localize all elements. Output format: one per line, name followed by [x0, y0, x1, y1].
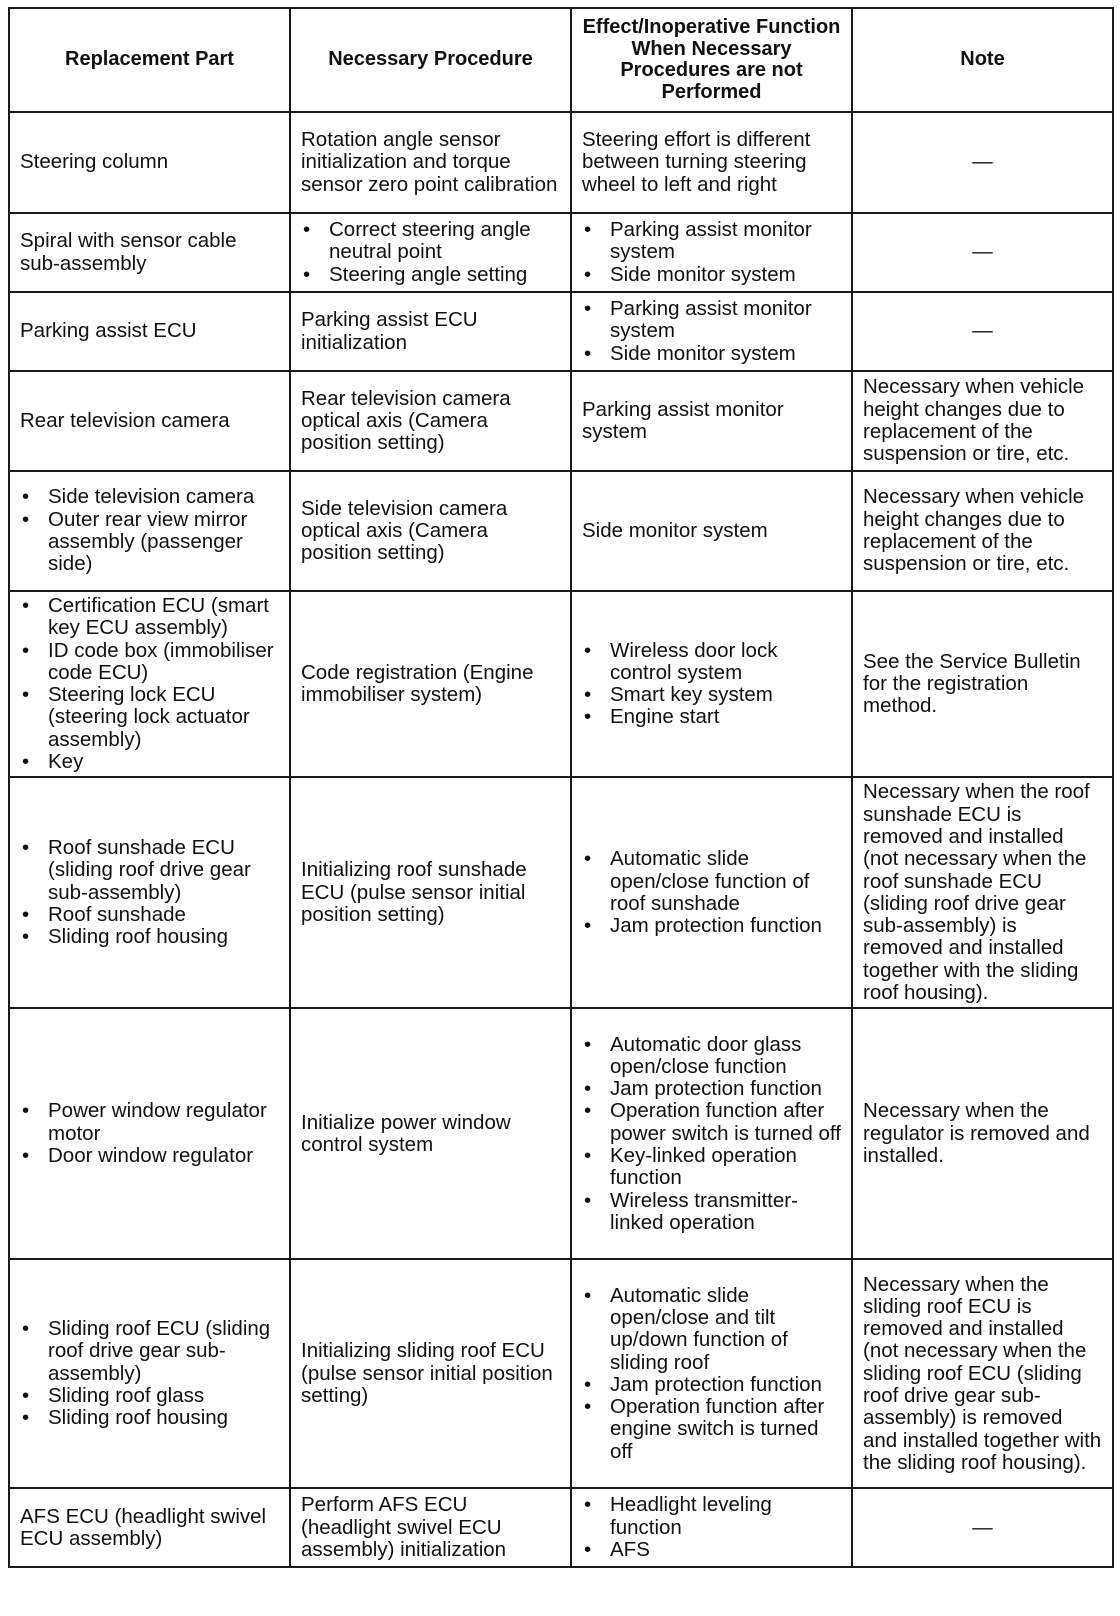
list-item: • Operation function after engine switch is turned off — [582, 1396, 841, 1463]
table-row — [9, 112, 1113, 213]
header-replacement-part: Replacement Part — [9, 8, 290, 112]
effect-cell-list — [582, 219, 841, 286]
list-item: • Steering lock ECU (steering lock actuator assembly) — [20, 684, 279, 751]
list-item: • Operation function after power switch is turned off — [582, 1100, 841, 1145]
procedure-cell — [290, 777, 571, 1008]
list-item: • Key-linked operation function — [582, 1145, 841, 1190]
procedure-cell — [290, 112, 571, 213]
list-item: • Key — [20, 751, 279, 773]
table-body — [9, 112, 1113, 1567]
procedure-cell-text: Rotation angle sensor initialization and torque sensor zero point calibration — [301, 128, 558, 196]
effect-cell-text: Parking assist monitor system — [582, 397, 784, 443]
header-row — [9, 8, 1113, 112]
procedure-table — [8, 7, 1114, 1568]
effect-cell-list — [582, 1034, 841, 1235]
replacement-part-cell — [9, 1008, 290, 1259]
list-item: • Power window regulator motor — [20, 1100, 279, 1145]
procedure-cell-text: Initializing roof sunshade ECU (pulse sensor initial position setting) — [301, 858, 527, 926]
effect-cell — [571, 471, 852, 591]
replacement-part-cell — [9, 591, 290, 777]
table-row — [9, 1008, 1113, 1259]
list-item: • Wireless transmitter-linked operation — [582, 1190, 841, 1235]
replacement-part-cell — [9, 777, 290, 1008]
table-row — [9, 292, 1113, 371]
header-effect: Effect/Inoperative Function When Necessary Procedures are not Performed — [571, 8, 852, 112]
effect-cell — [571, 112, 852, 213]
replacement-part-cell-list — [20, 1318, 279, 1429]
note-cell: Necessary when vehicle height changes due to replacement of the suspension or tire, etc. — [852, 471, 1113, 591]
list-item: • Jam protection function — [582, 915, 841, 937]
list-item: • Sliding roof housing — [20, 926, 279, 948]
effect-cell — [571, 777, 852, 1008]
replacement-part-cell-text: AFS ECU (headlight swivel ECU assembly) — [20, 1504, 267, 1550]
effect-cell-list — [582, 1494, 841, 1561]
effect-cell — [571, 1259, 852, 1488]
note-cell: Necessary when vehicle height changes due to replacement of the suspension or tire, etc. — [852, 371, 1113, 471]
list-item: • Parking assist monitor system — [582, 219, 841, 264]
replacement-part-cell — [9, 112, 290, 213]
note-cell: See the Service Bulletin for the registration method. — [852, 591, 1113, 777]
list-item: • Smart key system — [582, 684, 841, 706]
replacement-part-cell — [9, 1488, 290, 1567]
procedure-cell — [290, 1008, 571, 1259]
list-item: • Side television camera — [20, 486, 279, 508]
table-row — [9, 591, 1113, 777]
effect-cell — [571, 371, 852, 471]
replacement-part-cell-list — [20, 486, 279, 575]
note-cell: — — [852, 213, 1113, 292]
header-note: Note — [852, 8, 1113, 112]
procedure-cell-text: Perform AFS ECU (headlight swivel ECU assembly) initialization — [301, 1493, 507, 1561]
note-cell: Necessary when the roof sunshade ECU is removed and installed (not necessary when the roof sunshade ECU (sliding roof drive gear sub-assembly) is removed and installed together with the sliding roof housing). — [852, 777, 1113, 1008]
list-item: • Sliding roof ECU (sliding roof drive gear sub-assembly) — [20, 1318, 279, 1385]
procedure-cell-text: Code registration (Engine immobiliser system) — [301, 660, 534, 707]
list-item: • Automatic door glass open/close function — [582, 1034, 841, 1079]
procedure-cell-text: Side television camera optical axis (Camera position setting) — [301, 496, 508, 565]
note-cell: Necessary when the sliding roof ECU is removed and installed (not necessary when the sliding roof ECU (sliding roof drive gear sub-assembly) is removed and installed together with the sliding roof housing). — [852, 1259, 1113, 1488]
list-item: • Door window regulator — [20, 1145, 279, 1167]
table-row — [9, 213, 1113, 292]
list-item: • Headlight leveling function — [582, 1494, 841, 1539]
effect-cell-text: Side monitor system — [582, 518, 768, 542]
list-item: • ID code box (immobiliser code ECU) — [20, 640, 279, 685]
table-row — [9, 1488, 1113, 1567]
procedure-cell-text: Initializing sliding roof ECU (pulse sensor initial position setting) — [301, 1339, 553, 1407]
procedure-cell-text: Initialize power window control system — [301, 1110, 511, 1156]
list-item: • Certification ECU (smart key ECU assembly) — [20, 595, 279, 640]
replacement-part-cell-text: Parking assist ECU — [20, 319, 197, 343]
list-item: • Engine start — [582, 706, 841, 728]
table-row — [9, 471, 1113, 591]
effect-cell — [571, 1488, 852, 1567]
replacement-part-cell — [9, 213, 290, 292]
list-item: • Automatic slide open/close function of roof sunshade — [582, 848, 841, 915]
replacement-part-cell-list — [20, 1100, 279, 1167]
replacement-part-cell — [9, 471, 290, 591]
procedure-cell — [290, 292, 571, 371]
list-item: • Roof sunshade ECU (sliding roof drive gear sub-assembly) — [20, 837, 279, 904]
effect-cell — [571, 292, 852, 371]
effect-cell-list — [582, 848, 841, 937]
header-necessary-procedure: Necessary Procedure — [290, 8, 571, 112]
replacement-part-cell-list — [20, 837, 279, 948]
procedure-cell-text: Rear television camera optical axis (Camera position setting) — [301, 386, 511, 455]
effect-cell-list — [582, 640, 841, 729]
list-item: • Side monitor system — [582, 264, 841, 286]
procedure-cell — [290, 471, 571, 591]
list-item: • Parking assist monitor system — [582, 298, 841, 343]
effect-cell — [571, 213, 852, 292]
replacement-part-cell-text: Rear television camera — [20, 408, 230, 432]
replacement-part-cell-text: Spiral with sensor cable sub-assembly — [20, 229, 237, 275]
note-cell: — — [852, 112, 1113, 213]
list-item: • Correct steering angle neutral point — [301, 219, 560, 264]
procedure-cell — [290, 213, 571, 292]
list-item: • Outer rear view mirror assembly (passenger side) — [20, 509, 279, 576]
effect-cell — [571, 1008, 852, 1259]
procedure-cell-list — [301, 219, 560, 286]
note-cell: — — [852, 292, 1113, 371]
replacement-part-cell-list — [20, 595, 279, 773]
list-item: • Roof sunshade — [20, 904, 279, 926]
list-item: • Wireless door lock control system — [582, 640, 841, 685]
replacement-part-cell — [9, 292, 290, 371]
list-item: • Automatic slide open/close and tilt up/down function of sliding roof — [582, 1285, 841, 1374]
list-item: • Jam protection function — [582, 1374, 841, 1396]
note-cell: Necessary when the regulator is removed and installed. — [852, 1008, 1113, 1259]
list-item: • Sliding roof housing — [20, 1407, 279, 1429]
effect-cell-list — [582, 1285, 841, 1463]
list-item: • Sliding roof glass — [20, 1385, 279, 1407]
list-item: • Jam protection function — [582, 1078, 841, 1100]
effect-cell-text: Steering effort is different between turning steering wheel to left and right — [582, 128, 811, 196]
replacement-part-cell — [9, 371, 290, 471]
table-row — [9, 777, 1113, 1008]
list-item: • Side monitor system — [582, 343, 841, 365]
list-item: • Steering angle setting — [301, 264, 560, 286]
procedure-cell — [290, 1488, 571, 1567]
replacement-part-cell-text: Steering column — [20, 150, 169, 174]
table-row — [9, 371, 1113, 471]
procedure-cell — [290, 1259, 571, 1488]
effect-cell-list — [582, 298, 841, 365]
list-item: • AFS — [582, 1539, 841, 1561]
procedure-cell-text: Parking assist ECU initialization — [301, 308, 478, 354]
replacement-part-cell — [9, 1259, 290, 1488]
effect-cell — [571, 591, 852, 777]
procedure-cell — [290, 591, 571, 777]
procedure-cell — [290, 371, 571, 471]
table-row — [9, 1259, 1113, 1488]
note-cell: — — [852, 1488, 1113, 1567]
